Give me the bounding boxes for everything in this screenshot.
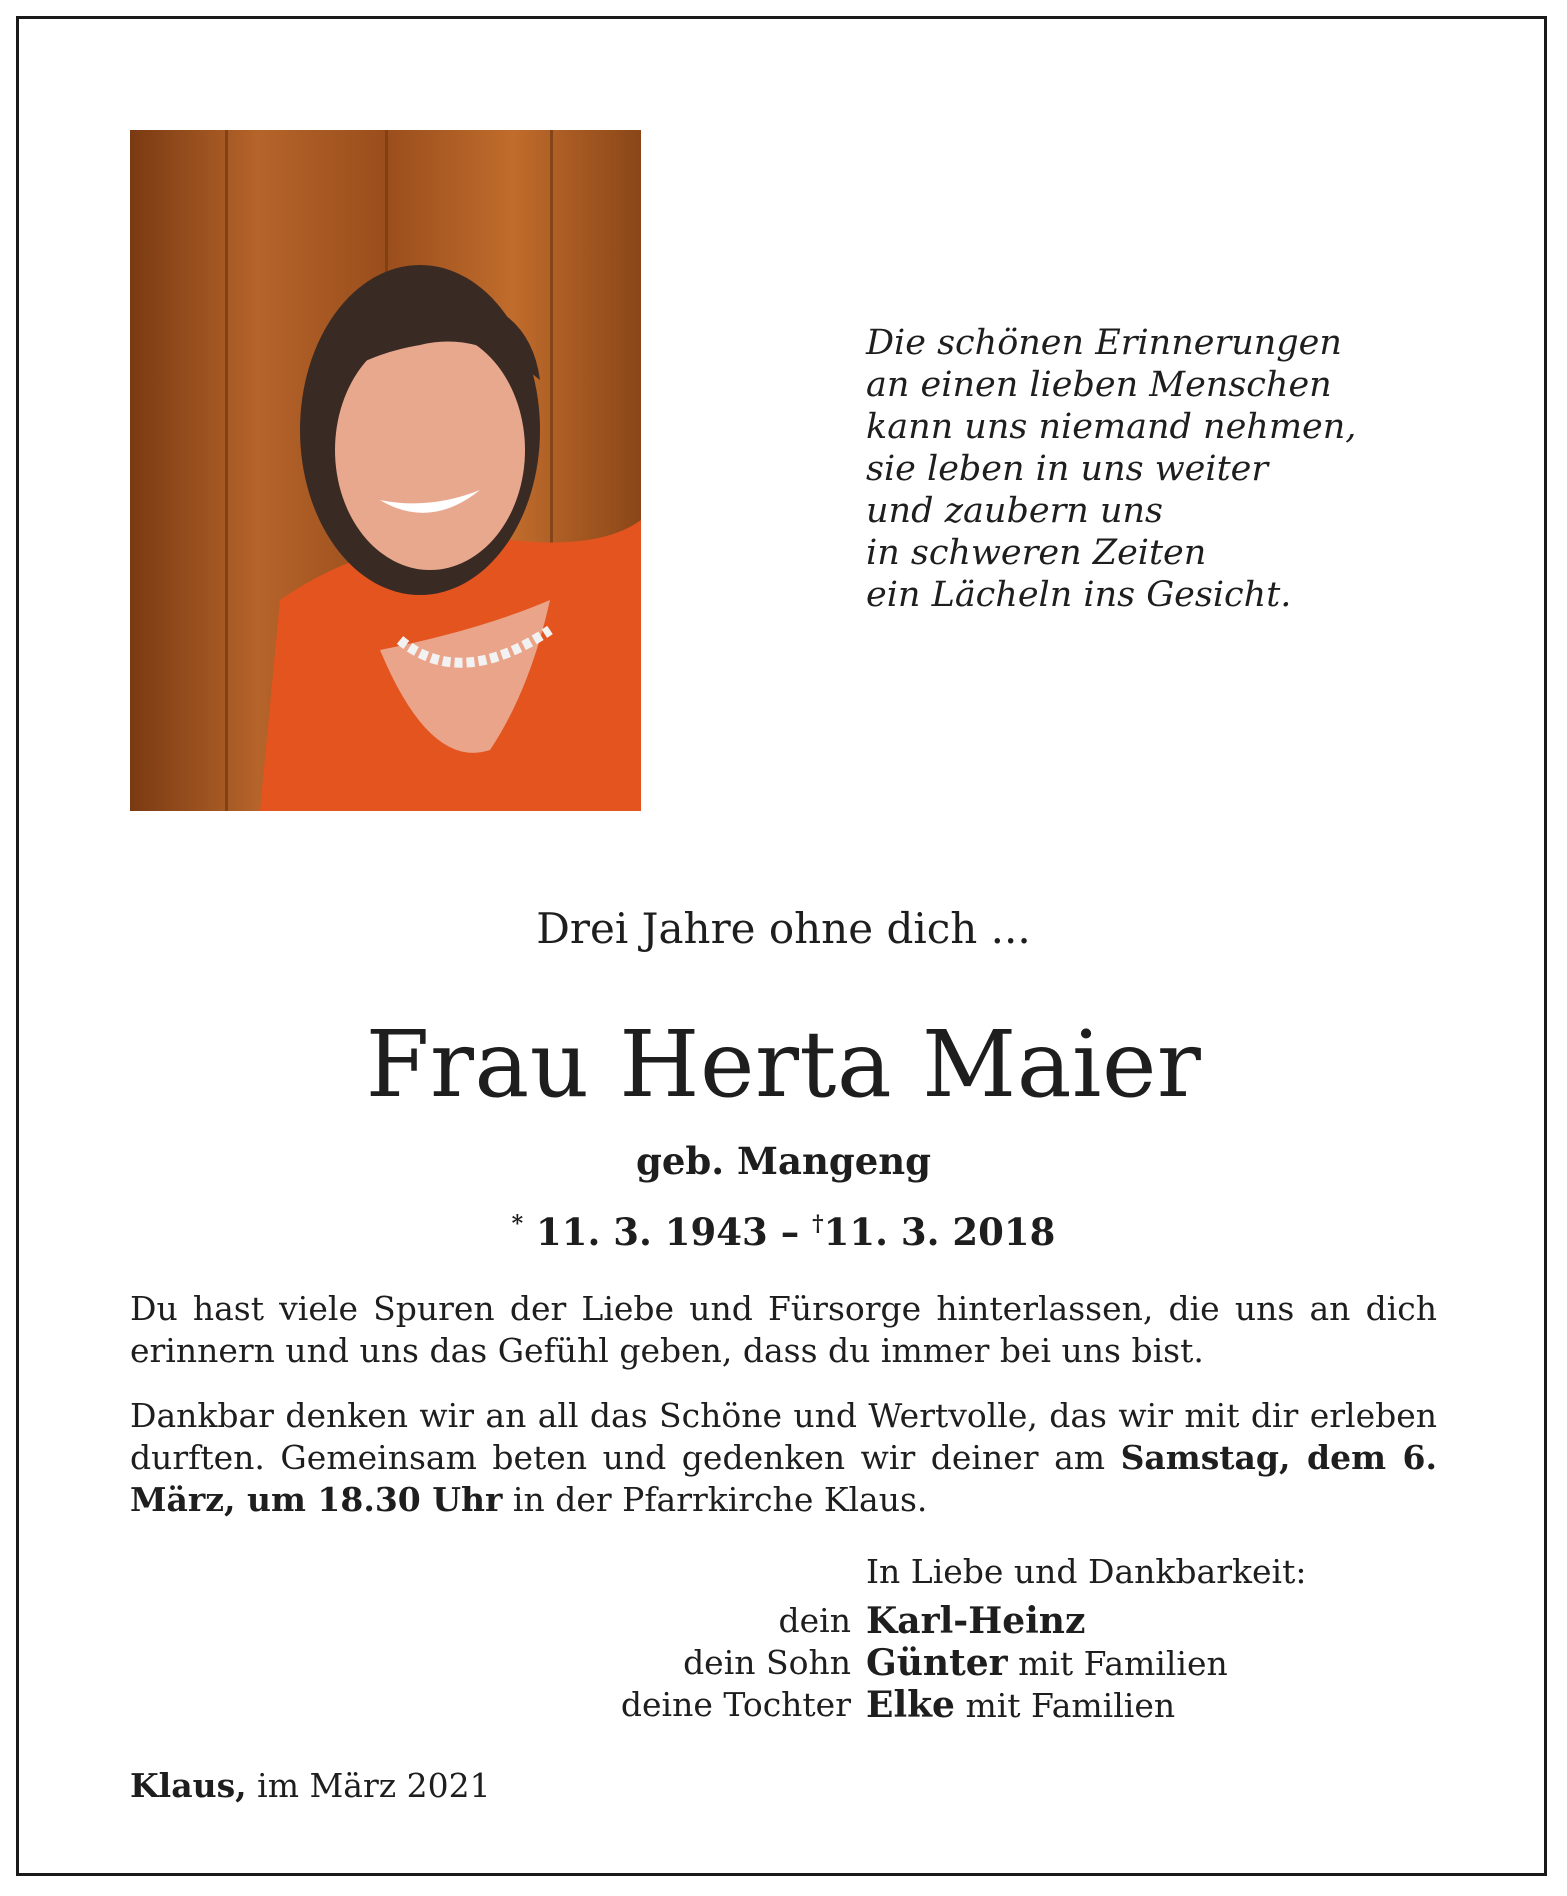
portrait-photo xyxy=(130,130,641,811)
poem-line: ein Lächeln ins Gesicht. xyxy=(866,575,1292,615)
birth-symbol: * xyxy=(511,1211,524,1237)
signatory-relation: deine Tochter xyxy=(620,1685,851,1724)
paragraph-memories: Du hast viele Spuren der Liebe und Fürsorge hinterlassen, die uns an dich erinnern und uns das Gefühl geben, dass du immer bei uns bist. xyxy=(130,1289,1437,1370)
poem-line: kann uns niemand nehmen, xyxy=(866,407,1357,447)
birth-name: geb. Mangeng xyxy=(635,1139,932,1183)
signatory-name-group xyxy=(866,1642,1228,1685)
portrait-illustration xyxy=(130,130,641,811)
signatory-name-group xyxy=(866,1600,1085,1643)
signatory-row xyxy=(0,1642,1567,1684)
date-separator: – xyxy=(780,1210,800,1254)
paragraph-service xyxy=(130,1395,1437,1521)
service-datetime: Samstag, dem 6. März, um 18.30 Uhr xyxy=(130,1438,1437,1519)
poem-line: an einen lieben Menschen xyxy=(866,365,1332,405)
death-symbol: † xyxy=(812,1211,824,1237)
intro-text: Drei Jahre ohne dich ... xyxy=(536,904,1031,953)
life-dates xyxy=(0,1200,1567,1256)
signatory-row xyxy=(0,1600,1567,1642)
signatory-suffix: mit Familien xyxy=(1007,1644,1228,1683)
poem-line: Die schönen Erinnerungen xyxy=(866,323,1342,363)
deceased-name: Frau Herta Maier xyxy=(365,1011,1202,1118)
poem-line: in schweren Zeiten xyxy=(866,533,1207,573)
poem-line: sie leben in uns weiter xyxy=(866,449,1269,489)
service-text-before: Dankbar denken wir an all das Schöne und Wertvolle, das wir mit dir erleben durften. Gemeinsam beten und gedenken wir deiner am xyxy=(130,1396,1437,1477)
signatory-name-group xyxy=(866,1684,1175,1727)
signatory-name: Günter xyxy=(866,1642,1008,1684)
signatory-relation: dein xyxy=(778,1601,851,1640)
poem-line: und zaubern uns xyxy=(866,491,1164,531)
signatory-name: Karl-Heinz xyxy=(866,1600,1086,1642)
service-text-after: in der Pfarrkirche Klaus. xyxy=(502,1480,928,1519)
signatory-row xyxy=(0,1684,1567,1726)
place-date xyxy=(130,1764,491,1808)
poem xyxy=(866,322,1426,616)
closing-line: In Liebe und Dankbarkeit: xyxy=(866,1552,1307,1591)
signatories xyxy=(0,1600,1567,1726)
place-month: im März 2021 xyxy=(246,1766,491,1805)
signatory-name: Elke xyxy=(866,1684,955,1726)
place-town: Klaus, xyxy=(130,1766,247,1805)
death-date: 11. 3. 2018 xyxy=(823,1210,1056,1254)
signatory-suffix: mit Familien xyxy=(954,1686,1176,1725)
signatory-relation: dein Sohn xyxy=(683,1643,851,1682)
birth-date: 11. 3. 1943 xyxy=(536,1210,768,1254)
